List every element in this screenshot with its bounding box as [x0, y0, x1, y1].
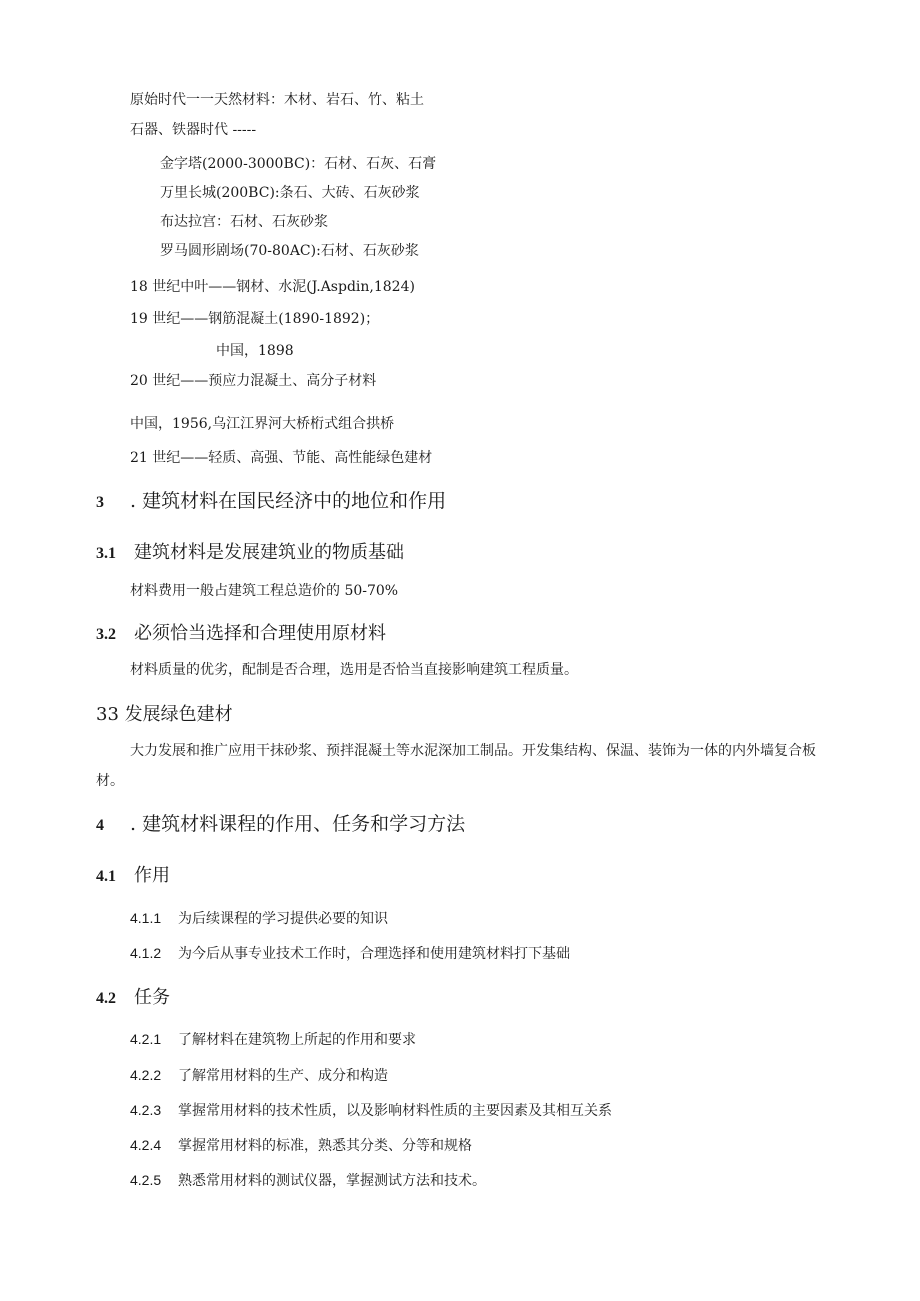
item-4-2-3-number: 4.2.3 — [130, 1102, 162, 1118]
section-3-number: 3 — [96, 494, 104, 511]
item-4-2-1-text: 了解材料在建筑物上所起的作用和要求 — [178, 1032, 416, 1048]
history-line-stone-iron-age: 石器、铁器时代 ----- — [130, 122, 257, 138]
history-line-21st-century: 21 世纪——轻质、高强、节能、高性能绿色建材 — [130, 450, 433, 466]
history-line-pyramid: 金字塔(2000-3000BC)：石材、石灰、石膏 — [160, 156, 437, 172]
section-4-1-heading — [96, 863, 170, 890]
history-line-primitive: 原始时代一一天然材料：木材、岩石、竹、粘土 — [130, 92, 424, 108]
section-3-title: . 建筑材料在国民经济中的地位和作用 — [130, 490, 447, 512]
item-4-2-4 — [130, 1135, 472, 1156]
section-3-1-title: 建筑材料是发展建筑业的物质基础 — [134, 542, 404, 563]
history-line-china-1898: 中国，1898 — [216, 343, 294, 359]
section-3-2-heading — [96, 621, 386, 648]
section-4-title: . 建筑材料课程的作用、任务和学习方法 — [130, 813, 466, 835]
item-4-2-4-text: 掌握常用材料的标准，熟悉其分类、分等和规格 — [178, 1138, 472, 1154]
section-4-heading — [96, 811, 465, 839]
section-3-1-number: 3.1 — [96, 545, 116, 562]
item-4-2-5 — [130, 1170, 486, 1191]
history-line-china-1956: 中国，1956,乌江江界河大桥桁式组合拱桥 — [130, 416, 395, 432]
history-line-19th-century: 19 世纪——钢筋混凝土(1890-1892)； — [130, 311, 380, 327]
section-3-2-text: 材料质量的优劣，配制是否合理，选用是否恰当直接影响建筑工程质量。 — [130, 662, 578, 678]
item-4-2-2-text: 了解常用材料的生产、成分和构造 — [178, 1068, 388, 1084]
history-line-18th-century: 18 世纪中叶——钢材、水泥(J.Aspdin,1824) — [130, 279, 415, 295]
history-line-great-wall: 万里长城(200BC):条石、大砖、石灰砂浆 — [160, 185, 420, 201]
section-3-3-heading: 33 发展绿色建材 — [96, 704, 233, 725]
history-line-20th-century: 20 世纪——预应力混凝土、高分子材料 — [130, 373, 377, 389]
item-4-2-5-text: 熟悉常用材料的测试仪器，掌握测试方法和技术。 — [178, 1173, 486, 1189]
history-line-colosseum: 罗马圆形剧场(70-80AC):石材、石灰砂浆 — [160, 243, 419, 259]
section-4-1-number: 4.1 — [96, 868, 116, 885]
item-4-1-1-text: 为后续课程的学习提供必要的知识 — [178, 911, 388, 927]
item-4-2-3-text: 掌握常用材料的技术性质，以及影响材料性质的主要因素及其相互关系 — [178, 1103, 612, 1119]
section-3-2-number: 3.2 — [96, 626, 116, 643]
section-3-3-text: 大力发展和推广应用干抹砂浆、预拌混凝土等水泥深加工制品。开发集结构、保温、装饰为一体的内外墙复合板材。 — [96, 743, 816, 789]
section-4-2-heading — [96, 985, 170, 1012]
section-4-number: 4 — [96, 817, 104, 834]
section-3-2-title: 必须恰当选择和合理使用原材料 — [134, 623, 386, 644]
item-4-2-5-number: 4.2.5 — [130, 1172, 162, 1188]
section-3-1-text: 材料费用一般占建筑工程总造价的 50-70% — [130, 583, 399, 599]
item-4-1-1-number: 4.1.1 — [130, 910, 162, 926]
section-4-2-title: 任务 — [134, 987, 170, 1008]
item-4-1-2-number: 4.1.2 — [130, 945, 162, 961]
item-4-2-3 — [130, 1100, 612, 1121]
history-line-potala: 布达拉宫：石材、石灰砂浆 — [160, 214, 328, 230]
section-3-heading — [96, 488, 446, 516]
item-4-1-2 — [130, 943, 570, 964]
section-4-2-number: 4.2 — [96, 990, 116, 1007]
item-4-2-4-number: 4.2.4 — [130, 1137, 162, 1153]
item-4-2-1 — [130, 1029, 416, 1050]
item-4-2-2-number: 4.2.2 — [130, 1067, 162, 1083]
item-4-2-2 — [130, 1065, 388, 1086]
section-4-1-title: 作用 — [134, 865, 170, 886]
section-3-1-heading — [96, 540, 404, 567]
item-4-1-1 — [130, 908, 388, 929]
item-4-1-2-text: 为今后从事专业技术工作时，合理选择和使用建筑材料打下基础 — [178, 946, 570, 962]
item-4-2-1-number: 4.2.1 — [130, 1031, 162, 1047]
